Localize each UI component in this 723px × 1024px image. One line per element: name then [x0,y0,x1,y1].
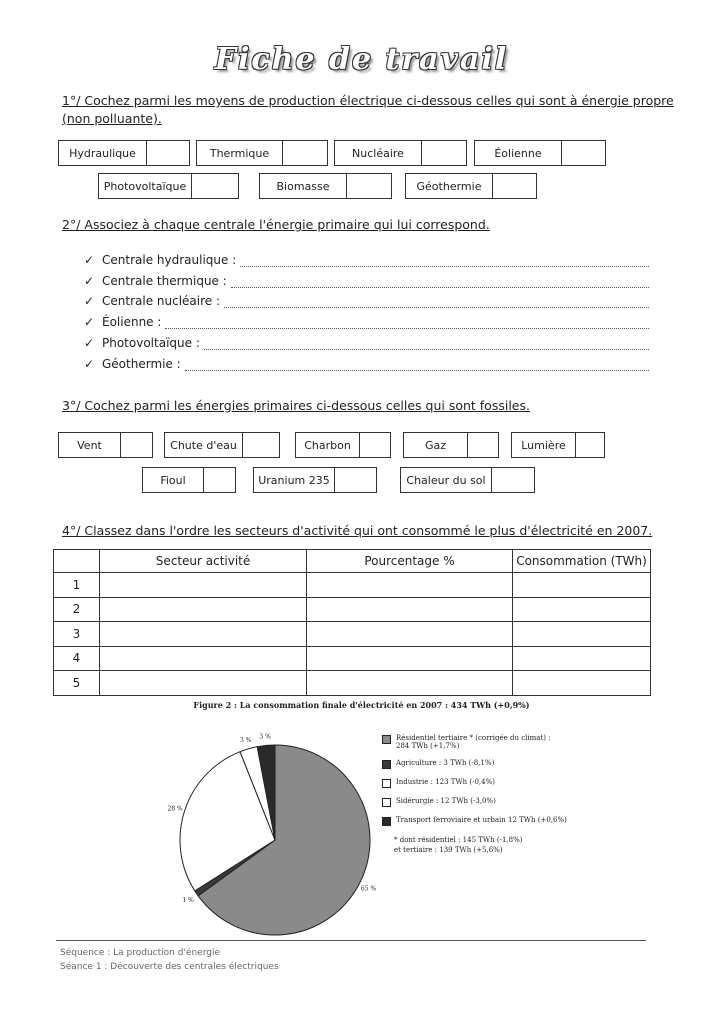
option-label: Charbon [296,433,360,457]
chart-legend [382,734,567,855]
association-row[interactable] [84,253,649,267]
legend-label: Sidérurgie : 12 TWh (-3,0%) [396,797,496,805]
association-label: Géothermie : [102,357,181,371]
checkbox[interactable] [562,141,605,165]
check-icon: ✓ [84,274,95,288]
association-label: Éolienne : [102,315,162,329]
check-icon: ✓ [84,253,95,267]
answer-cell[interactable] [100,646,307,671]
answer-cell[interactable] [513,597,651,622]
legend-note [394,835,567,855]
option-label: Gaz [404,433,468,457]
answer-cell[interactable] [307,671,513,696]
association-row[interactable] [84,336,649,350]
answer-line[interactable] [165,318,649,329]
legend-swatch [382,817,391,826]
answer-cell[interactable] [513,646,651,671]
option-thermique[interactable] [196,140,328,166]
column-header [54,550,100,573]
table-row [54,573,651,598]
legend-item [382,734,567,750]
option-label: Hydraulique [59,141,147,165]
answer-cell[interactable] [100,597,307,622]
table-row [54,622,651,647]
option-label: Chute d'eau [165,433,243,457]
option-geothermie[interactable] [405,173,537,199]
option-eolienne[interactable] [474,140,606,166]
checkbox[interactable] [492,468,534,492]
footer-sequence: Séquence : La production d'énergie [60,948,220,958]
legend-swatch [382,760,391,769]
option-uranium[interactable] [253,467,377,493]
option-label: Lumière [512,433,576,457]
option-label: Fioul [143,468,204,492]
legend-swatch [382,779,391,788]
table-row [54,646,651,671]
legend-item [382,797,567,807]
pie-slice-label: 65 % [360,885,377,893]
checkbox[interactable] [360,433,390,457]
table-row [54,597,651,622]
association-row[interactable] [84,315,649,329]
association-label: Photovoltaïque : [102,336,200,350]
question-1-text: 1°/ Cochez parmi les moyens de production électrique ci-dessous celles qui sont à énergie propre [62,93,674,108]
rank-number: 1 [54,573,100,598]
answer-cell[interactable] [307,622,513,647]
checkbox[interactable] [283,141,327,165]
legend-label: Transport ferroviaire et urbain 12 TWh (+0,6%) [396,816,567,824]
checkbox[interactable] [147,141,189,165]
ranking-table [53,549,651,696]
table-row [54,671,651,696]
checkbox[interactable] [192,174,238,198]
rank-number: 5 [54,671,100,696]
question-1-text-cont: (non polluante). [62,111,162,126]
checkbox[interactable] [204,468,235,492]
answer-cell[interactable] [513,622,651,647]
option-gaz[interactable] [403,432,499,458]
association-row[interactable] [84,274,649,288]
figure-title: Figure 2 : La consommation finale d'électricité en 2007 : 434 TWh (+0,9%) [193,700,530,710]
pie-slice-label: 3 % [259,733,271,741]
question-2-text: 2°/ Associez à chaque centrale l'énergie primaire qui lui correspond. [62,217,490,232]
question-3-text: 3°/ Cochez parmi les énergies primaires ci-dessous celles qui sont fossiles. [62,398,530,413]
answer-line[interactable] [204,339,649,350]
checkbox[interactable] [121,433,152,457]
check-icon: ✓ [84,315,95,329]
answer-cell[interactable] [307,597,513,622]
option-label: Géothermie [406,174,493,198]
answer-line[interactable] [185,360,649,371]
legend-swatch [382,798,391,807]
legend-label: Industrie : 123 TWh (-0,4%) [396,778,495,786]
option-chute-eau[interactable] [164,432,280,458]
option-charbon[interactable] [295,432,391,458]
option-label: Thermique [197,141,283,165]
pie-slice-label: 28 % [167,805,183,813]
answer-cell[interactable] [307,573,513,598]
check-icon: ✓ [84,336,95,350]
checkbox[interactable] [335,468,376,492]
option-photovoltaique[interactable] [98,173,239,199]
pie-chart [150,725,400,945]
checkbox[interactable] [468,433,498,457]
association-row[interactable] [84,294,649,308]
footer-session: Séance 1 : Découverte des centrales électriques [60,962,279,972]
legend-label: Agriculture : 3 TWh (-8,1%) [396,759,495,767]
legend-label-cont: 284 TWh (+1,7%) [396,742,460,750]
pie-slice-label: 3 % [239,737,252,745]
rank-number: 2 [54,597,100,622]
legend-note-line: * dont résidentiel : 145 TWh (-1,8%) [394,836,523,844]
column-header: Secteur activité [100,550,307,573]
answer-cell[interactable] [100,671,307,696]
checkbox[interactable] [576,433,604,457]
checkbox[interactable] [347,174,391,198]
question-4-text: 4°/ Classez dans l'ordre les secteurs d'activité qui ont consommé le plus d'électricité en 2007. [62,523,653,538]
legend-swatch [382,735,391,744]
option-lumiere[interactable] [511,432,605,458]
option-hydraulique[interactable] [58,140,190,166]
pie-slice-label: 1 % [182,897,194,905]
check-icon: ✓ [84,357,95,371]
legend-item [382,759,567,769]
answer-cell[interactable] [307,646,513,671]
checkbox[interactable] [493,174,536,198]
rank-number: 4 [54,646,100,671]
answer-line[interactable] [224,297,649,308]
rank-number: 3 [54,622,100,647]
answer-cell[interactable] [100,573,307,598]
checkbox[interactable] [422,141,466,165]
option-chaleur-du-sol[interactable] [400,467,535,493]
column-header: Pourcentage % [307,550,513,573]
table-header-row [54,550,651,573]
answer-cell[interactable] [100,622,307,647]
option-biomasse[interactable] [259,173,392,199]
legend-item [382,816,567,826]
association-label: Centrale hydraulique : [102,253,237,267]
option-nucleaire[interactable] [334,140,467,166]
association-label: Centrale nucléaire : [102,294,221,308]
checkbox[interactable] [243,433,279,457]
association-row[interactable] [84,357,649,371]
answer-line[interactable] [240,256,649,267]
association-label: Centrale thermique : [102,274,227,288]
answer-cell[interactable] [513,671,651,696]
column-header: Consommation (TWh) [513,550,651,573]
option-vent[interactable] [58,432,153,458]
option-label: Vent [59,433,121,457]
option-label: Biomasse [260,174,347,198]
page-title: Fiche de travail [214,42,509,77]
legend-label: Résidentiel tertiaire * (corrigée du climat) : [396,734,551,742]
legend-item [382,778,567,788]
option-label: Nucléaire [335,141,422,165]
option-label: Uranium 235 [254,468,335,492]
option-fioul[interactable] [142,467,236,493]
option-label: Photovoltaïque [99,174,192,198]
answer-line[interactable] [231,277,649,288]
check-icon: ✓ [84,294,95,308]
option-label: Éolienne [475,141,562,165]
legend-note-line: et tertiaire : 139 TWh (+5,6%) [394,846,503,854]
footer-divider [56,940,646,941]
option-label: Chaleur du sol [401,468,492,492]
answer-cell[interactable] [513,573,651,598]
